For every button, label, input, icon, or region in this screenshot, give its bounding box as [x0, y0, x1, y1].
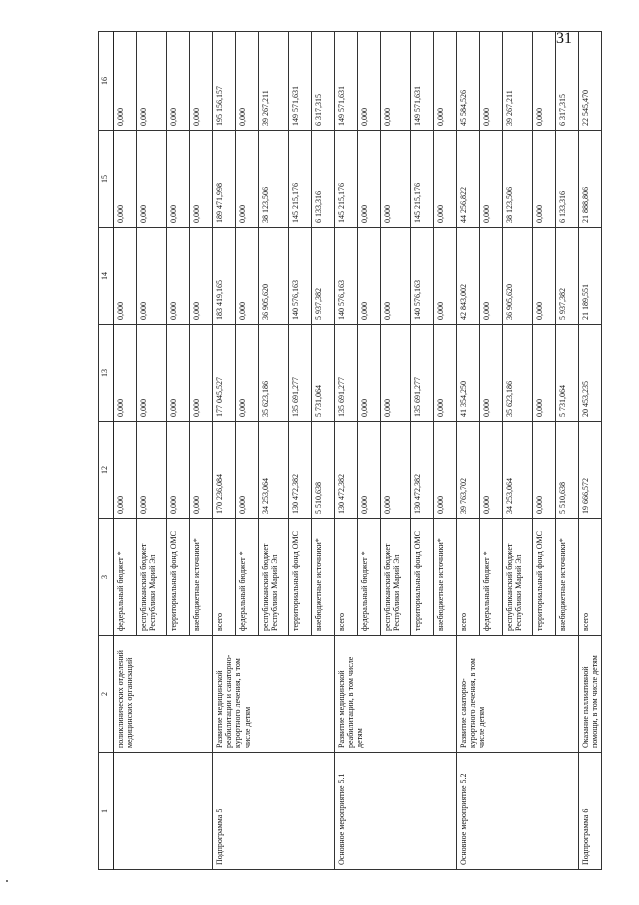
value-cell: 0,000: [114, 32, 137, 131]
value-cell: 140 576,163: [411, 228, 434, 325]
program-name-cell: Развитие медицинской реабилитации и санаторно-курортного лечения, в том числе детям: [213, 636, 335, 753]
value-cell: 38 123,506: [259, 131, 289, 228]
funding-source-cell: внебюджетные источники*: [434, 519, 457, 636]
value-cell: 0,000: [167, 325, 190, 422]
program-code-cell: Основное мероприятие 5.1: [335, 753, 457, 870]
value-cell: 130 472,382: [335, 422, 358, 519]
value-cell: 0,000: [358, 422, 381, 519]
value-cell: 5 510,638: [556, 422, 579, 519]
value-cell: 0,000: [358, 228, 381, 325]
table-row: [335, 32, 358, 870]
value-cell: 149 571,631: [411, 32, 434, 131]
value-cell: 135 691,277: [411, 325, 434, 422]
value-cell: 135 691,277: [289, 325, 312, 422]
page-number: 31: [556, 30, 572, 47]
header-cell: 2: [99, 636, 114, 753]
funding-source-cell: внебюджетные источники*: [312, 519, 335, 636]
value-cell: 35 623,186: [259, 325, 289, 422]
rotated-table-page: [98, 32, 632, 870]
value-cell: 0,000: [381, 228, 411, 325]
program-name-cell: Развитие медицинской реабилитации, в том числе детям: [335, 636, 457, 753]
value-cell: 0,000: [381, 325, 411, 422]
value-cell: 0,000: [190, 131, 213, 228]
value-cell: 177 045,527: [213, 325, 236, 422]
value-cell: 0,000: [434, 32, 457, 131]
header-cell: 1: [99, 753, 114, 870]
funding-source-cell: федеральный бюджет *: [236, 519, 259, 636]
value-cell: 6 133,316: [556, 131, 579, 228]
funding-source-cell: территориальный фонд ОМС: [411, 519, 434, 636]
value-cell: 0,000: [167, 32, 190, 131]
value-cell: 0,000: [434, 131, 457, 228]
funding-source-cell: территориальный фонд ОМС: [167, 519, 190, 636]
program-name-cell: поликлинических отделений медицинских организаций: [114, 636, 213, 753]
header-cell: 14: [99, 228, 114, 325]
value-cell: 0,000: [137, 131, 167, 228]
value-cell: 145 215,176: [335, 131, 358, 228]
program-name-cell: Оказание паллиативной помощи, в том числе детям: [579, 636, 602, 753]
value-cell: 0,000: [190, 32, 213, 131]
value-cell: 0,000: [358, 131, 381, 228]
program-name-cell: Развитие санаторно-курортного лечения, в том числе детям: [457, 636, 579, 753]
value-cell: 0,000: [236, 422, 259, 519]
value-cell: 0,000: [480, 325, 503, 422]
header-cell: 12: [99, 422, 114, 519]
value-cell: 6 133,316: [312, 131, 335, 228]
value-cell: 0,000: [434, 422, 457, 519]
value-cell: 0,000: [236, 32, 259, 131]
funding-source-cell: республиканский бюджет Республики Марий Эл: [503, 519, 533, 636]
value-cell: 0,000: [236, 228, 259, 325]
funding-source-cell: республиканский бюджет Республики Марий Эл: [381, 519, 411, 636]
value-cell: 0,000: [190, 422, 213, 519]
value-cell: 183 419,165: [213, 228, 236, 325]
funding-source-cell: федеральный бюджет *: [114, 519, 137, 636]
value-cell: 0,000: [167, 131, 190, 228]
value-cell: 5 731,064: [312, 325, 335, 422]
header-cell: 13: [99, 325, 114, 422]
value-cell: 130 472,382: [411, 422, 434, 519]
value-cell: 0,000: [533, 422, 556, 519]
value-cell: 0,000: [480, 32, 503, 131]
funding-source-cell: внебюджетные источники*: [556, 519, 579, 636]
value-cell: 36 905,620: [259, 228, 289, 325]
funding-source-cell: всего: [335, 519, 358, 636]
funding-source-cell: республиканский бюджет Республики Марий Эл: [259, 519, 289, 636]
value-cell: 5 937,382: [312, 228, 335, 325]
value-cell: 5 731,064: [556, 325, 579, 422]
value-cell: 135 691,277: [335, 325, 358, 422]
funding-source-cell: республиканский бюджет Республики Марий Эл: [137, 519, 167, 636]
program-code-cell: [114, 753, 213, 870]
value-cell: 6 317,315: [556, 32, 579, 131]
value-cell: 0,000: [358, 325, 381, 422]
value-cell: 0,000: [480, 131, 503, 228]
value-cell: 189 471,998: [213, 131, 236, 228]
value-cell: 20 453,235: [579, 325, 602, 422]
value-cell: 36 905,620: [503, 228, 533, 325]
value-cell: 130 472,382: [289, 422, 312, 519]
value-cell: 39 267,211: [259, 32, 289, 131]
value-cell: 0,000: [434, 228, 457, 325]
scan-speck: [6, 880, 8, 882]
funding-source-cell: территориальный фонд ОМС: [533, 519, 556, 636]
header-cell: 3: [99, 519, 114, 636]
funding-source-cell: внебюджетные источники*: [190, 519, 213, 636]
value-cell: 195 156,157: [213, 32, 236, 131]
value-cell: 0,000: [480, 422, 503, 519]
value-cell: 0,000: [533, 32, 556, 131]
value-cell: 0,000: [236, 325, 259, 422]
value-cell: 0,000: [137, 32, 167, 131]
program-code-cell: Подпрограмма 6: [579, 753, 602, 870]
value-cell: 19 666,572: [579, 422, 602, 519]
value-cell: 35 623,186: [503, 325, 533, 422]
value-cell: 39 267,211: [503, 32, 533, 131]
value-cell: 42 843,002: [457, 228, 480, 325]
table-row: [213, 32, 236, 870]
value-cell: 0,000: [190, 325, 213, 422]
value-cell: 149 571,631: [335, 32, 358, 131]
funding-source-cell: всего: [579, 519, 602, 636]
table-row: [114, 32, 137, 870]
value-cell: 0,000: [533, 228, 556, 325]
value-cell: 0,000: [137, 325, 167, 422]
value-cell: 170 236,084: [213, 422, 236, 519]
table-row: [579, 32, 602, 870]
value-cell: 145 215,176: [289, 131, 312, 228]
value-cell: 0,000: [114, 422, 137, 519]
program-code-cell: Основное мероприятие 5.2: [457, 753, 579, 870]
value-cell: 41 354,250: [457, 325, 480, 422]
table-row: [457, 32, 480, 870]
funding-source-cell: территориальный фонд ОМС: [289, 519, 312, 636]
header-row: [99, 32, 114, 870]
value-cell: 0,000: [137, 422, 167, 519]
value-cell: 34 253,064: [503, 422, 533, 519]
value-cell: 21 888,806: [579, 131, 602, 228]
value-cell: 45 584,526: [457, 32, 480, 131]
value-cell: 0,000: [167, 422, 190, 519]
value-cell: 0,000: [114, 325, 137, 422]
value-cell: 0,000: [381, 131, 411, 228]
budget-table: [98, 31, 602, 870]
value-cell: 140 576,163: [335, 228, 358, 325]
value-cell: 0,000: [381, 32, 411, 131]
funding-source-cell: всего: [457, 519, 480, 636]
value-cell: 0,000: [236, 131, 259, 228]
value-cell: 0,000: [533, 325, 556, 422]
value-cell: 0,000: [190, 228, 213, 325]
value-cell: 5 510,638: [312, 422, 335, 519]
value-cell: 0,000: [358, 32, 381, 131]
value-cell: 34 253,064: [259, 422, 289, 519]
program-code-cell: Подпрограмма 5: [213, 753, 335, 870]
value-cell: 0,000: [114, 228, 137, 325]
value-cell: 0,000: [381, 422, 411, 519]
funding-source-cell: федеральный бюджет *: [480, 519, 503, 636]
value-cell: 0,000: [167, 228, 190, 325]
funding-source-cell: федеральный бюджет *: [358, 519, 381, 636]
value-cell: 0,000: [137, 228, 167, 325]
value-cell: 0,000: [533, 131, 556, 228]
value-cell: 38 123,506: [503, 131, 533, 228]
value-cell: 5 937,382: [556, 228, 579, 325]
header-cell: 15: [99, 131, 114, 228]
value-cell: 140 576,163: [289, 228, 312, 325]
value-cell: 0,000: [114, 131, 137, 228]
header-cell: 16: [99, 32, 114, 131]
table-body: [114, 32, 602, 870]
value-cell: 39 763,702: [457, 422, 480, 519]
value-cell: 21 189,551: [579, 228, 602, 325]
value-cell: 6 317,315: [312, 32, 335, 131]
value-cell: 0,000: [434, 325, 457, 422]
value-cell: 44 256,822: [457, 131, 480, 228]
value-cell: 149 571,631: [289, 32, 312, 131]
value-cell: 22 545,470: [579, 32, 602, 131]
funding-source-cell: всего: [213, 519, 236, 636]
value-cell: 0,000: [480, 228, 503, 325]
value-cell: 145 215,176: [411, 131, 434, 228]
